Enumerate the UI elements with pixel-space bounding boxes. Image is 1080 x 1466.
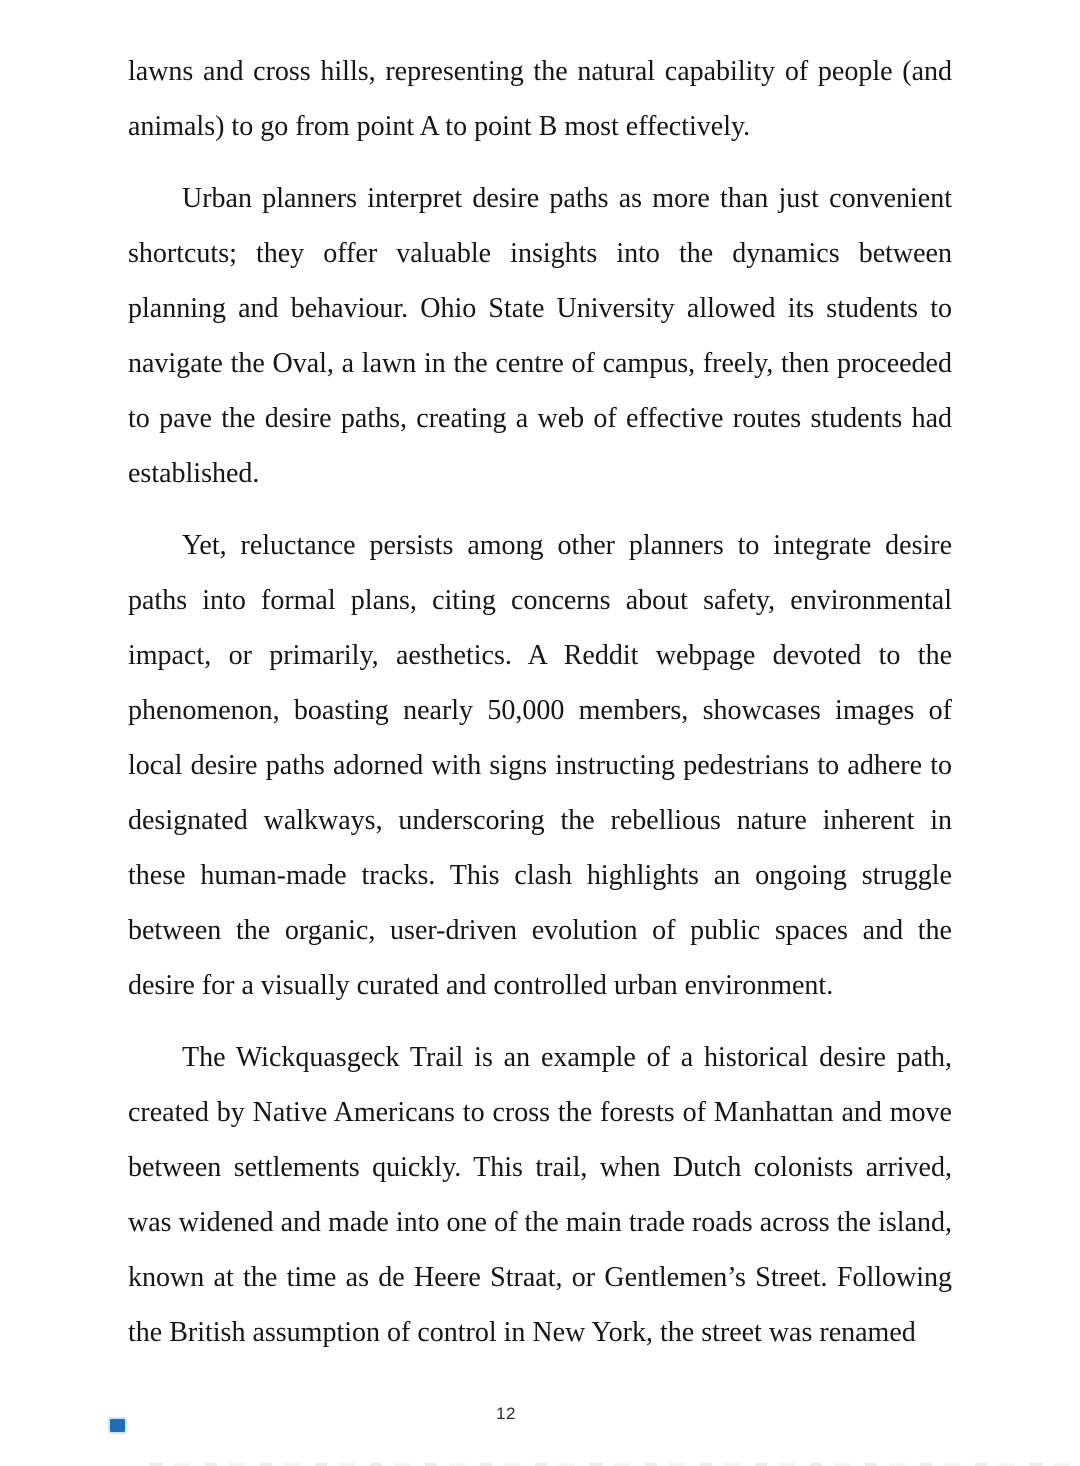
paragraph: lawns and cross hills, representing the natural capability of people (and animals) to go from point A to point B most effectively.	[128, 56, 952, 142]
page-text-body	[128, 44, 952, 1360]
paragraph: Yet, reluctance persists among other planners to integrate desire paths into formal plans, citing concerns about safety, environmental impact, or primarily, aesthetics. A Reddit webpage devoted to the phenomenon, boasting nearly 50,000 members, showcases images of local desire paths adorned with signs instructing pedestrians to adhere to designated walkways, underscoring the rebellious nature inherent in these human-made tracks. This clash highlights an ongoing struggle between the organic, user-driven evolution of public spaces and the desire for a visually curated and controlled urban environment.	[128, 530, 952, 1001]
page-number: 12	[496, 1404, 516, 1423]
paragraph: The Wickquasgeck Trail is an example of a historical desire path, created by Native Americans to cross the forests of Manhattan and move between settlements quickly. This trail, when Dutch colonists arrived, was widened and made into one of the main trade roads across the island, known at the time as de Heere Straat, or Gentlemen’s Street. Following the British assumption of control in New York, the street was renamed	[128, 1042, 952, 1348]
paragraph: Urban planners interpret desire paths as more than just convenient shortcuts; they offer valuable insights into the dynamics between planning and behaviour. Ohio State University allowed its students to navigate the Oval, a lawn in the centre of campus, freely, then proceeded to pave the desire paths, creating a web of effective routes students had established.	[128, 183, 952, 489]
